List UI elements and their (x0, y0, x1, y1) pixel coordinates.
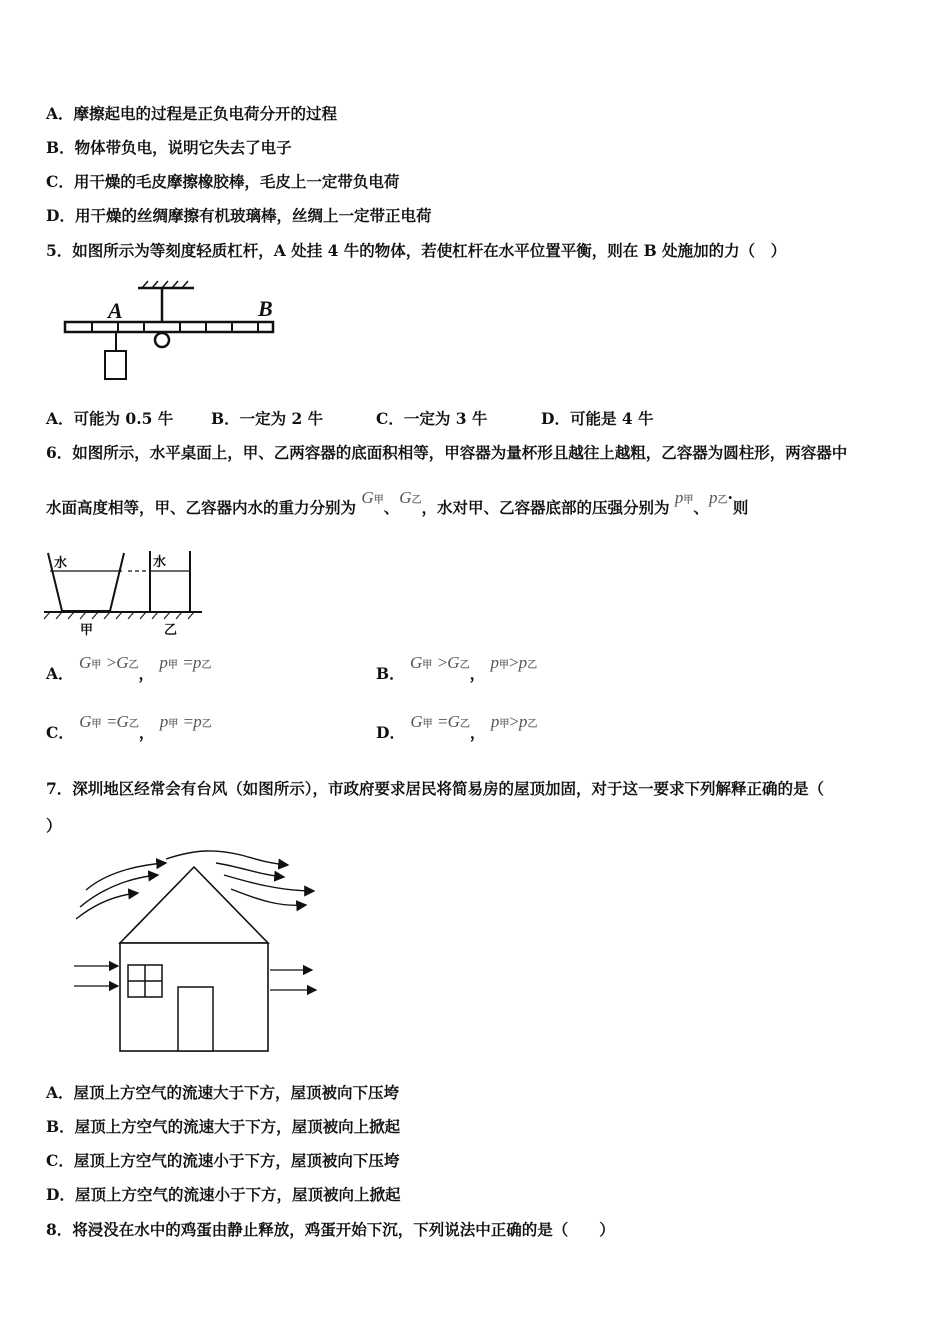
q5-lever-figure (58, 278, 288, 388)
q5-option-c: C．一定为 3 牛 (376, 409, 488, 428)
q6-stem-line1: 6．如图所示，水平桌面上，甲、乙两容器的底面积相等，甲容器为量杯形且越往上越粗，乙容器为圆柱形，两容器中 (46, 443, 848, 462)
q6-label-water2: 水 (153, 554, 167, 569)
q6-label-jia: 甲 (80, 622, 94, 637)
q5-option-a: A．可能为 0.5 牛 (46, 409, 174, 428)
q6-label-yi: 乙 (164, 622, 178, 637)
q7-house-figure (66, 845, 326, 1060)
q6-stem-line2: 水面高度相等，甲、乙容器内水的重力分别为 G甲、G乙，水对甲、乙容器底部的压强分别为 p甲、p乙·则 (46, 488, 749, 517)
q7-option-d: D．屋顶上方空气的流速小于下方，屋顶被向上掀起 (46, 1185, 401, 1204)
q7-option-c: C．屋顶上方空气的流速小于下方，屋顶被向下压垮 (46, 1151, 400, 1170)
q4-option-a: A．摩擦起电的过程是正负电荷分开的过程 (46, 104, 338, 123)
q6-option-d: D． G甲 =G乙， p甲>p乙 (376, 712, 538, 742)
q6-label-water1: 水 (54, 555, 68, 570)
q7-option-a: A．屋顶上方空气的流速大于下方，屋顶被向下压垮 (46, 1083, 400, 1102)
q4-option-b: B．物体带负电，说明它失去了电子 (46, 138, 292, 157)
q5-label-a: A (108, 298, 123, 323)
q4-option-c: C．用干燥的毛皮摩擦橡胶棒，毛皮上一定带负电荷 (46, 172, 400, 191)
q6-option-b: B． G甲 >G乙， p甲>p乙 (376, 653, 538, 683)
q6-option-a: A． G甲 >G乙， p甲 =p乙 (46, 653, 212, 683)
q7-option-b: B．屋顶上方空气的流速大于下方，屋顶被向上掀起 (46, 1117, 401, 1136)
q4-option-d: D．用干燥的丝绸摩擦有机玻璃棒，丝绸上一定带正电荷 (46, 206, 432, 225)
q5-option-b: B．一定为 2 牛 (211, 409, 324, 428)
q7-stem-line1: 7．深圳地区经常会有台风（如图所示），市政府要求居民将简易房的屋顶加固，对于这一要求下列解释正确的是（ (46, 779, 825, 798)
q6-containers-figure (40, 545, 215, 640)
q7-stem-line2: ） (46, 816, 62, 835)
q5-option-d: D．可能是 4 牛 (541, 409, 654, 428)
q6-option-c: C． G甲 =G乙， p甲 =p乙 (46, 712, 212, 742)
q5-label-b: B (258, 296, 273, 321)
q8-stem: 8．将浸没在水中的鸡蛋由静止释放，鸡蛋开始下沉，下列说法中正确的是（ ） (46, 1220, 615, 1239)
q5-stem: 5．如图所示为等刻度轻质杠杆，A 处挂 4 牛的物体，若使杠杆在水平位置平衡，则在 B 处施加的力（ ） (46, 241, 787, 260)
